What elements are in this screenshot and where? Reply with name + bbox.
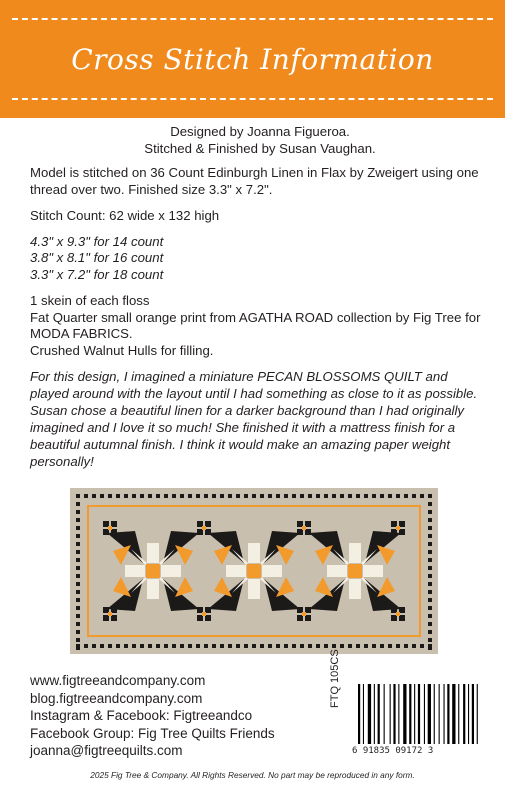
- border-stitch: [156, 494, 160, 498]
- border-stitch: [324, 494, 328, 498]
- border-stitch: [268, 494, 272, 498]
- border-stitch: [348, 644, 352, 648]
- border-stitch: [428, 638, 432, 642]
- barcode-bar: [434, 684, 435, 744]
- border-stitch: [332, 494, 336, 498]
- border-stitch: [428, 590, 432, 594]
- barcode-bar: [384, 684, 385, 744]
- cream-petal: [125, 565, 145, 577]
- border-stitch: [92, 494, 96, 498]
- border-stitch: [428, 526, 432, 530]
- border-stitch: [428, 630, 432, 634]
- cream-petal: [349, 543, 361, 563]
- barcode-bars: [358, 684, 478, 744]
- barcode-bar: [368, 684, 371, 744]
- border-stitch: [380, 644, 384, 648]
- barcode-bar: [378, 684, 380, 744]
- border-stitch: [76, 614, 80, 618]
- border-stitch: [84, 644, 88, 648]
- border-stitch: [76, 510, 80, 514]
- border-stitch: [252, 644, 256, 648]
- cream-petal: [248, 579, 260, 599]
- barcode-bar: [374, 684, 375, 744]
- border-stitch: [212, 494, 216, 498]
- border-stitch: [428, 566, 432, 570]
- border-stitch: [260, 494, 264, 498]
- border-stitch: [188, 644, 192, 648]
- border-stitch: [76, 582, 80, 586]
- border-stitch: [356, 644, 360, 648]
- barcode-bar: [358, 684, 360, 744]
- border-stitch: [84, 494, 88, 498]
- barcode-bar: [363, 684, 364, 744]
- material-filling: Crushed Walnut Hulls for filling.: [30, 342, 214, 358]
- border-stitch: [420, 494, 424, 498]
- border-stitch: [348, 494, 352, 498]
- border-stitch: [308, 494, 312, 498]
- border-stitch: [372, 644, 376, 648]
- border-stitch: [220, 494, 224, 498]
- border-stitch: [404, 644, 408, 648]
- design-story: For this design, I imagined a miniature PECAN BLOSSOMS QUILT and played around with the layout until I had something as close to it as possible. Susan chose a beautiful linen for a darker background than I had originally imagined and I love it so much! She finished it with a mattress finish for a beautiful autumnal finish. I think it would make an amazing paper weight personally!: [30, 369, 478, 469]
- barcode-bar: [409, 684, 411, 744]
- barcode-bar: [452, 684, 455, 744]
- border-stitch: [252, 494, 256, 498]
- border-stitch: [148, 494, 152, 498]
- border-stitch: [356, 494, 360, 498]
- border-stitch: [76, 606, 80, 610]
- border-stitch: [76, 622, 80, 626]
- border-stitch: [316, 644, 320, 648]
- flower-center: [247, 564, 261, 578]
- barcode-bar: [390, 684, 391, 744]
- materials-list: [30, 293, 490, 359]
- border-stitch: [236, 494, 240, 498]
- border-stitch: [428, 614, 432, 618]
- border-stitch: [148, 644, 152, 648]
- border-stitch: [100, 494, 104, 498]
- border-stitch: [268, 644, 272, 648]
- border-stitch: [132, 644, 136, 648]
- border-stitch: [180, 494, 184, 498]
- border-stitch: [244, 644, 248, 648]
- border-stitch: [324, 644, 328, 648]
- border-stitch: [220, 644, 224, 648]
- border-stitch: [316, 494, 320, 498]
- border-stitch: [284, 644, 288, 648]
- border-stitch: [396, 494, 400, 498]
- cream-petal: [363, 565, 383, 577]
- page-title: Cross Stitch Information: [71, 42, 434, 76]
- border-stitch: [76, 646, 80, 650]
- barcode-bar: [393, 684, 395, 744]
- barcode-bar: [418, 684, 420, 744]
- border-stitch: [428, 518, 432, 522]
- border-stitch: [284, 494, 288, 498]
- border-stitch: [76, 638, 80, 642]
- barcode-bar: [468, 684, 469, 744]
- border-stitch: [76, 550, 80, 554]
- copyright-notice: 2025 Fig Tree & Company. All Rights Reserved. No part may be reproduced in any form.: [90, 770, 415, 780]
- size-list: [30, 234, 490, 284]
- border-stitch: [116, 644, 120, 648]
- flower-center: [348, 564, 362, 578]
- stitcher-credit: Stitched & Finished by Susan Vaughan.: [144, 140, 376, 156]
- cream-petal: [349, 579, 361, 599]
- border-stitch: [164, 644, 168, 648]
- size-16-count: 3.8" x 8.1" for 16 count: [30, 250, 164, 265]
- border-stitch: [228, 644, 232, 648]
- border-stitch: [156, 644, 160, 648]
- cream-petal: [262, 565, 282, 577]
- border-stitch: [76, 566, 80, 570]
- border-stitch: [300, 644, 304, 648]
- facebook-group: Facebook Group: Fig Tree Quilts Friends: [30, 725, 275, 741]
- border-stitch: [364, 494, 368, 498]
- border-stitch: [428, 646, 432, 650]
- border-stitch: [76, 534, 80, 538]
- border-stitch: [228, 494, 232, 498]
- border-stitch: [308, 644, 312, 648]
- barcode-bar: [463, 684, 465, 744]
- border-stitch: [188, 494, 192, 498]
- border-stitch: [292, 644, 296, 648]
- cream-petal: [161, 565, 181, 577]
- border-stitch: [212, 644, 216, 648]
- material-floss: 1 skein of each floss: [30, 293, 150, 308]
- size-14-count: 4.3" x 9.3" for 14 count: [30, 233, 164, 249]
- border-stitch: [108, 644, 112, 648]
- border-stitch: [340, 494, 344, 498]
- border-stitch: [260, 644, 264, 648]
- border-stitch: [236, 644, 240, 648]
- barcode-bar: [472, 684, 474, 744]
- barcode-bar: [477, 684, 478, 744]
- cream-petal: [147, 579, 159, 599]
- border-stitch: [428, 510, 432, 514]
- border-stitch: [300, 494, 304, 498]
- cream-petal: [248, 543, 260, 563]
- border-stitch: [116, 494, 120, 498]
- border-stitch: [76, 542, 80, 546]
- border-stitch: [76, 590, 80, 594]
- model-description: Model is stitched on 36 Count Edinburgh Linen in Flax by Zweigert using one thread over two. Finished size 3.3" x 7.2".: [30, 165, 479, 197]
- border-stitch: [76, 494, 80, 498]
- border-stitch: [420, 644, 424, 648]
- border-stitch: [196, 494, 200, 498]
- border-stitch: [428, 582, 432, 586]
- border-stitch: [428, 550, 432, 554]
- border-stitch: [412, 644, 416, 648]
- barcode-digits: 6 91835 09172 3: [352, 746, 434, 756]
- border-stitch: [364, 644, 368, 648]
- designer-credit: Designed by Joanna Figueroa.: [170, 124, 350, 139]
- border-stitch: [76, 502, 80, 506]
- border-stitch: [404, 494, 408, 498]
- border-stitch: [428, 494, 432, 498]
- border-stitch: [180, 644, 184, 648]
- border-stitch: [412, 494, 416, 498]
- border-stitch: [196, 644, 200, 648]
- border-stitch: [76, 630, 80, 634]
- barcode-bar: [447, 684, 449, 744]
- cream-petal: [327, 565, 347, 577]
- material-fabric: Fat Quarter small orange print from AGATHA ROAD collection by Fig Tree for MODA FABRICS.: [30, 309, 481, 341]
- barcode-bar: [403, 684, 406, 744]
- info-section: [30, 124, 490, 483]
- border-stitch: [140, 644, 144, 648]
- border-stitch: [428, 574, 432, 578]
- border-stitch: [276, 644, 280, 648]
- border-stitch: [76, 526, 80, 530]
- border-stitch: [124, 644, 128, 648]
- cross-stitch-pattern-image: [70, 488, 438, 654]
- border-stitch: [428, 598, 432, 602]
- border-stitch: [276, 494, 280, 498]
- border-stitch: [76, 518, 80, 522]
- border-stitch: [428, 534, 432, 538]
- barcode-bar: [458, 684, 459, 744]
- border-stitch: [140, 494, 144, 498]
- border-stitch: [292, 494, 296, 498]
- barcode-bar: [398, 684, 399, 744]
- border-stitch: [76, 598, 80, 602]
- flower-center: [146, 564, 160, 578]
- border-stitch: [428, 606, 432, 610]
- border-stitch: [428, 542, 432, 546]
- border-stitch: [428, 558, 432, 562]
- border-stitch: [204, 494, 208, 498]
- email-link[interactable]: joanna@figtreequilts.com: [30, 743, 183, 759]
- contact-section: [30, 672, 275, 760]
- border-stitch: [164, 494, 168, 498]
- cream-petal: [147, 543, 159, 563]
- product-code: FTQ 105CS: [329, 649, 341, 708]
- social-handle: Instagram & Facebook: Figtreeandco: [30, 708, 253, 724]
- border-stitch: [372, 494, 376, 498]
- website-link[interactable]: www.figtreeandcompany.com: [30, 673, 206, 688]
- cream-petal: [226, 565, 246, 577]
- barcode-bar: [414, 684, 415, 744]
- border-stitch: [388, 494, 392, 498]
- border-stitch: [76, 558, 80, 562]
- border-stitch: [428, 502, 432, 506]
- barcode-bar: [424, 684, 425, 744]
- border-stitch: [380, 494, 384, 498]
- border-stitch: [132, 494, 136, 498]
- blog-link[interactable]: blog.figtreeandcompany.com: [30, 690, 203, 706]
- border-stitch: [108, 494, 112, 498]
- border-stitch: [244, 494, 248, 498]
- barcode-bar: [439, 684, 440, 744]
- size-18-count: 3.3" x 7.2" for 18 count: [30, 266, 164, 282]
- border-stitch: [388, 644, 392, 648]
- stitch-count: Stitch Count: 62 wide x 132 high: [30, 208, 220, 223]
- barcode: [352, 684, 482, 764]
- border-stitch: [76, 574, 80, 578]
- barcode-bar: [428, 684, 431, 744]
- border-stitch: [396, 644, 400, 648]
- border-stitch: [124, 494, 128, 498]
- border-stitch: [172, 494, 176, 498]
- barcode-bar: [444, 684, 445, 744]
- border-stitch: [92, 644, 96, 648]
- border-stitch: [204, 644, 208, 648]
- border-stitch: [428, 622, 432, 626]
- border-stitch: [172, 644, 176, 648]
- border-stitch: [100, 644, 104, 648]
